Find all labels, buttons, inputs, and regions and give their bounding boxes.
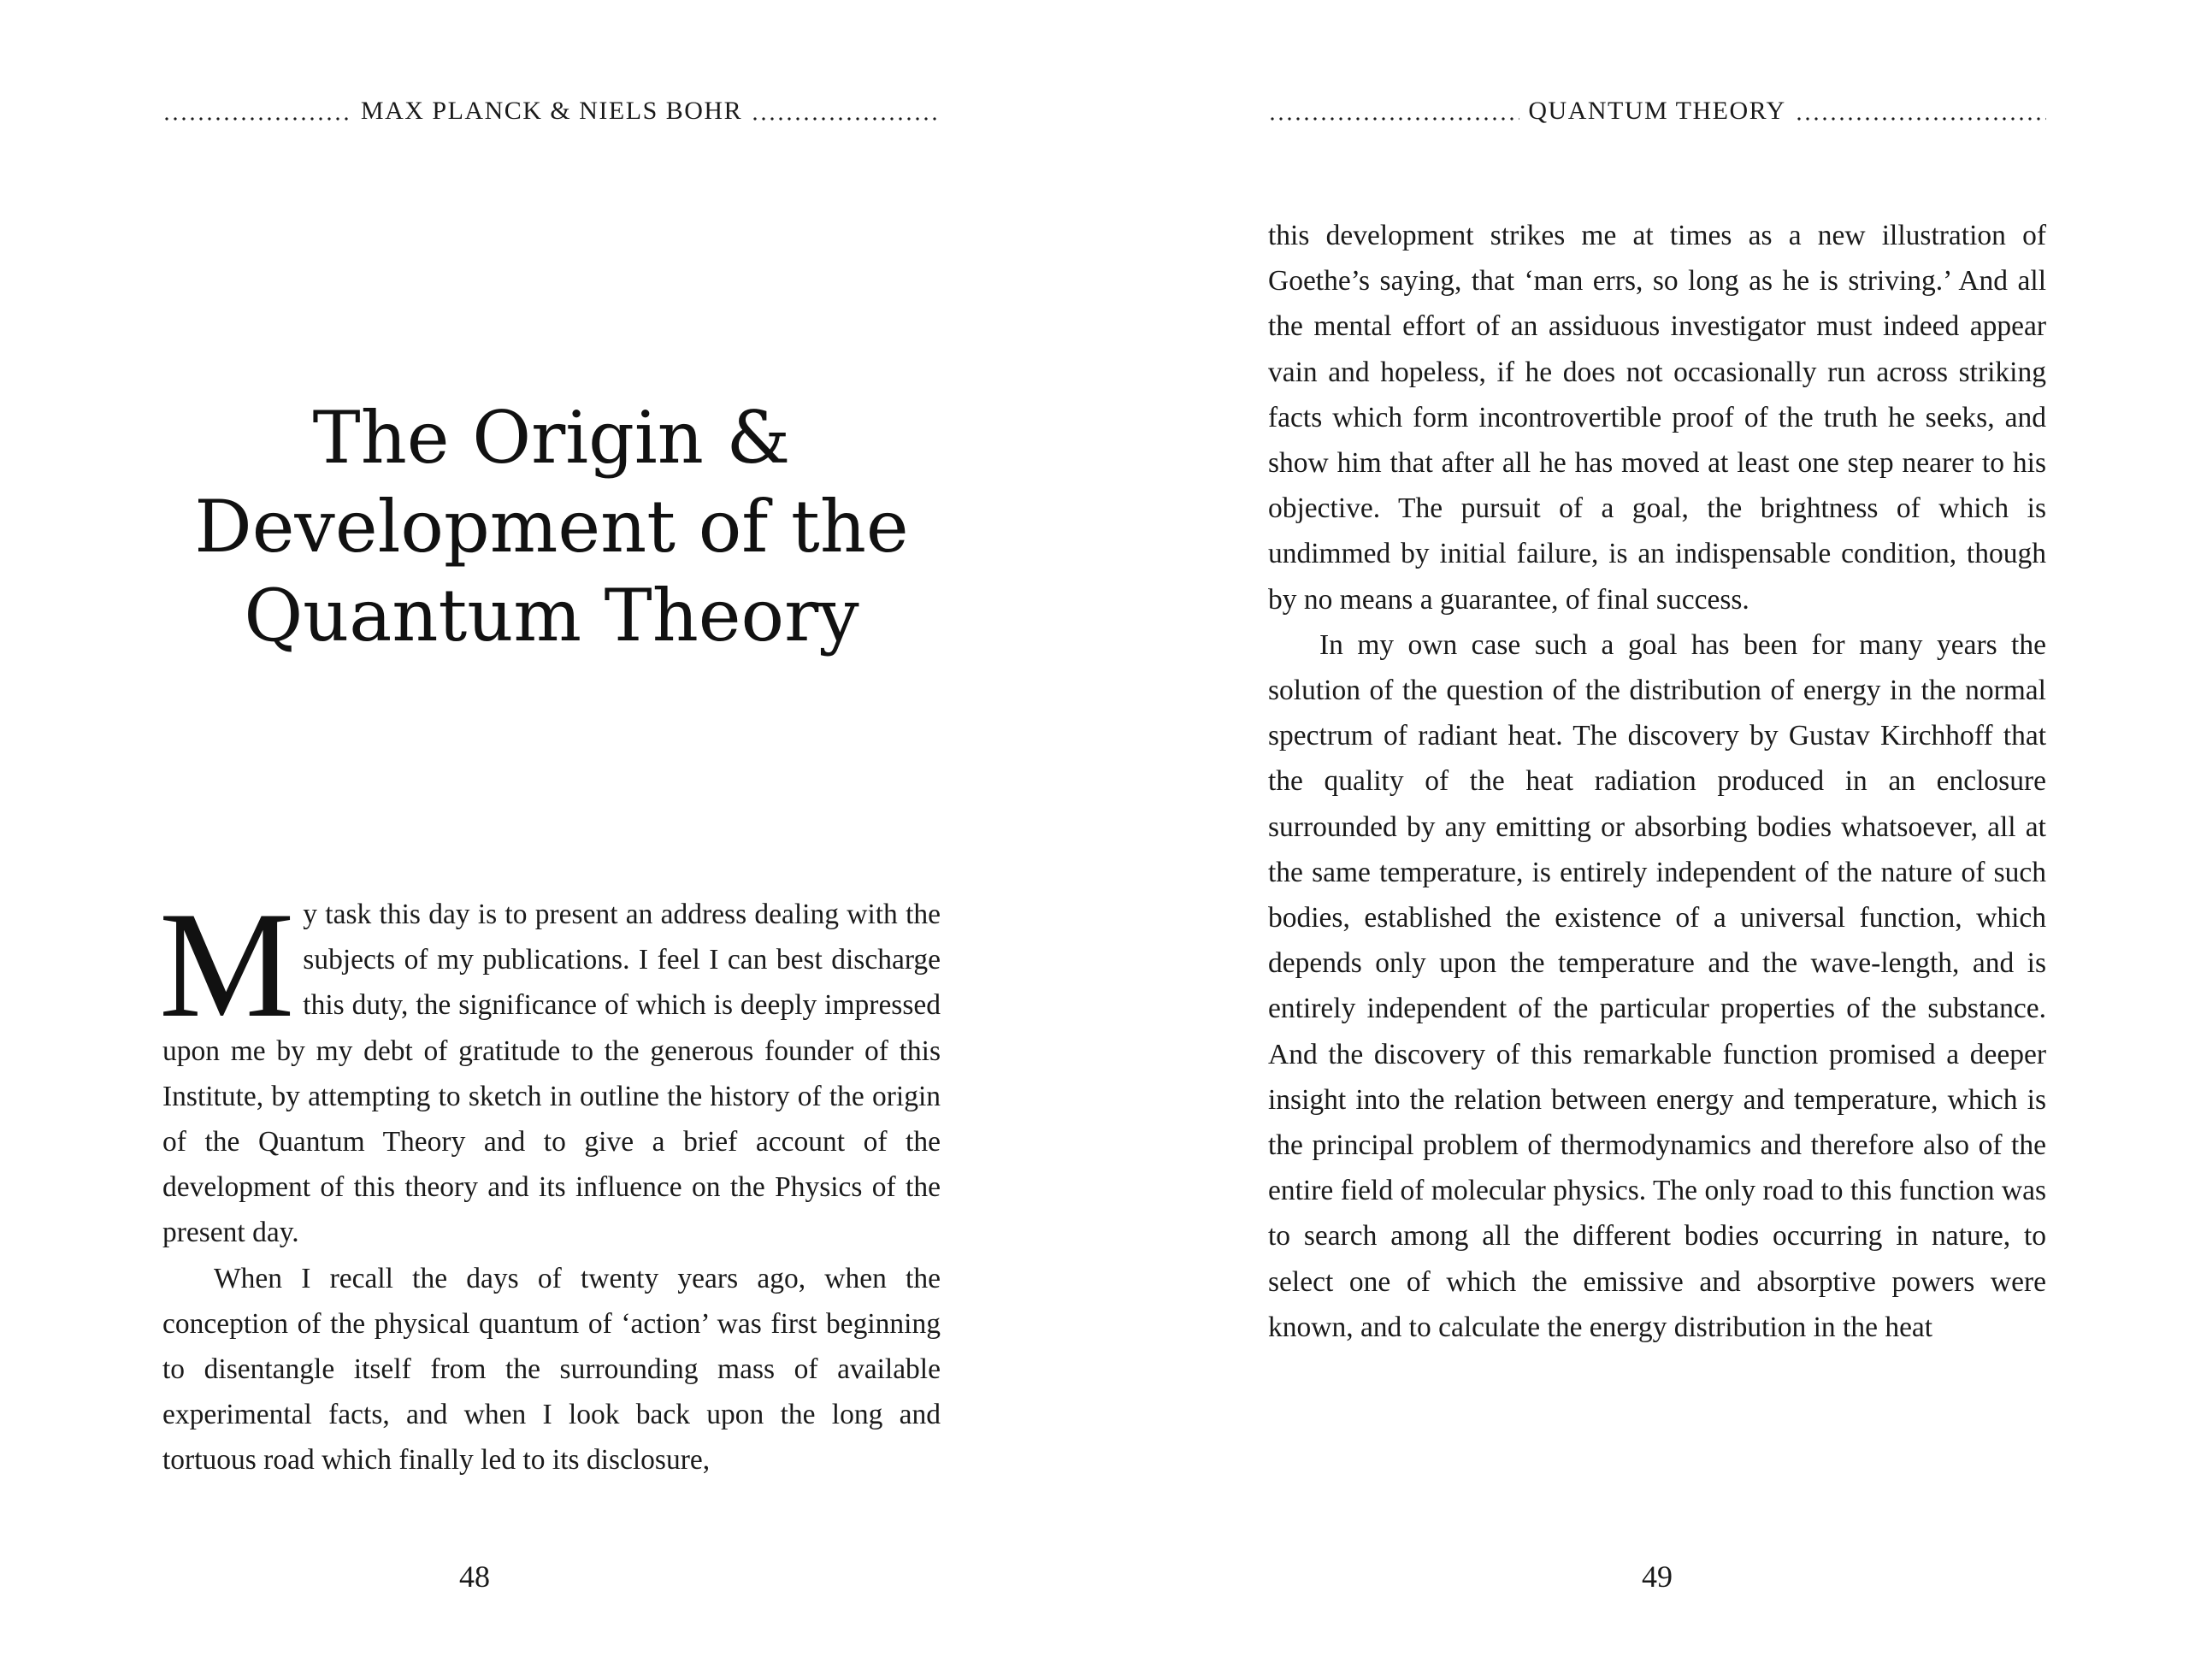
third-paragraph: In my own case such a goal has been for many years the solution of the question of the distribution of energy in the normal spectrum of radiant heat. The discovery by Gustav Kirchhoff that the quality of the heat radiation produced in an enclosure surrounded by any emitting or absorbing bodies whatsoever, all at the same temperature, is entirely independent of the nature of such bodies, established the existence of a universal function, which depends only upon the temperature and the wave-length, and is entirely independent of the particular properties of the substance. And the discovery of this remarkable function promised a deeper insight into the relation between energy and temperature, which is the principal problem of thermodynamics and therefore also of the entire field of molecular physics. The only road to this function was to search among all the different bodies occurring in nature, to select one of which the emissive and absorptive powers were known, and to calculate the energy distribution in the heat [1268,628,2046,1343]
left-running-head-title: MAX PLANCK & NIELS BOHR [360,97,743,125]
continued-paragraph: this development strikes me at times as a new illustration of Goethe’s saying, that ‘man errs, so long as he is striving.’ And all the mental effort of an assiduous investigator must indeed appear vain and hopeless, if he does not occasionally run across striking facts which form incontrovertible proof of the truth he seeks, and show him that after all he has moved at least one step nearer to his objective. The pursuit of a goal, the brightness of which is undimmed by initial failure, is an indispensable condition, though by no means a guarantee, of final success. [1268,220,2046,616]
drop-cap: M [159,880,295,1049]
right-page [1268,0,2046,1680]
left-running-head [162,94,941,128]
opening-paragraph-text: y task this day is to present an address dealing with the subjects of my publications. I feel I can best discharge this duty, the significance of which is deeply impressed upon me by my debt of gratitude to the generous founder of this Institute, by attempting to sketch in outline the history of the origin of the Quantum Theory and to give a brief account of the development of this theory and its influence on the Physics of the present day. [162,899,941,1249]
right-page-number: 49 [1642,1559,1673,1594]
right-leader-dots-start [1268,117,1519,121]
right-leader-dots-end [1795,117,2046,121]
chapter-title [162,393,941,660]
right-body-text [1268,213,2046,1350]
chapter-title-line-1: The Origin & [312,396,791,480]
right-running-head [1268,94,2046,128]
left-leader-dots-start [162,117,352,121]
chapter-title-line-3: Quantum Theory [244,574,859,657]
second-paragraph: When I recall the days of twenty years ago, when the conception of the physical quantum of ‘action’ was first beginning to disentangle itself from the surrounding mass of available experimental facts, and when I look back upon the long and tortuous road which finally led to its disclosure, [162,1262,941,1477]
chapter-title-line-2: Development of the [194,485,909,569]
opening-paragraph [159,880,941,1256]
right-running-head-title: QUANTUM THEORY [1528,97,1786,125]
left-leader-dots-end [751,117,941,121]
left-page-number: 48 [459,1559,490,1594]
left-body-text [159,880,941,1483]
left-page [159,0,941,1680]
